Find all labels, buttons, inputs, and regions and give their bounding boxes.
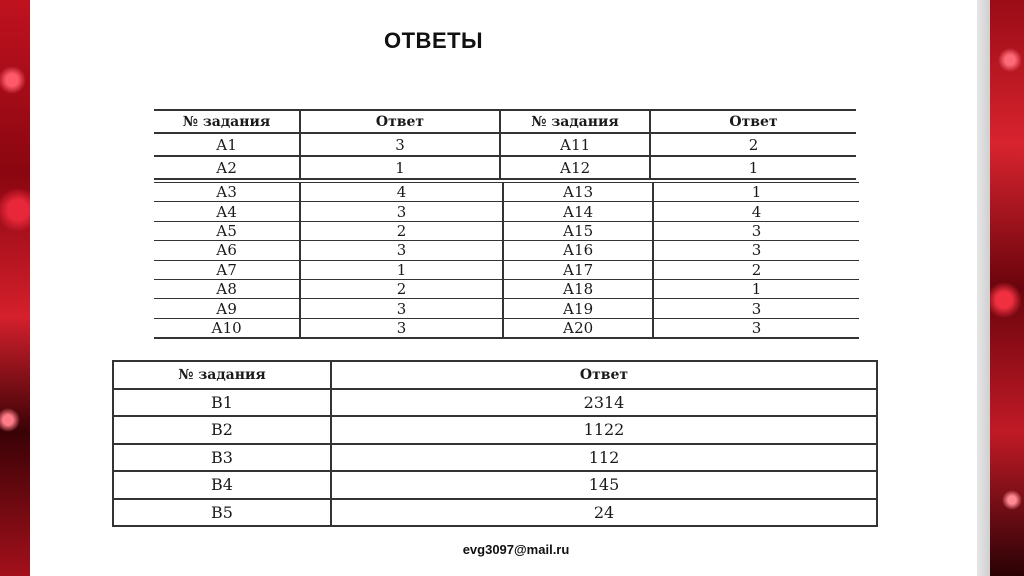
task-cell: А3 <box>154 183 300 202</box>
decorative-border-left <box>0 0 30 576</box>
task-cell: А1 <box>154 133 300 156</box>
column-header-task: № задания <box>178 366 266 383</box>
answer-cell: 3 <box>300 318 503 338</box>
column-header-answer: Ответ <box>300 110 500 133</box>
answer-cell: 3 <box>653 299 859 318</box>
table-row <box>154 299 859 318</box>
answers-a-table-top <box>154 109 856 180</box>
answers-a-table-bottom <box>154 182 859 339</box>
table-row <box>154 318 859 338</box>
table-row <box>113 499 877 527</box>
answer-cell: 3 <box>300 299 503 318</box>
answer-cell: 4 <box>300 183 503 202</box>
answer-cell: 1 <box>300 156 500 179</box>
answer-cell: 24 <box>331 499 877 527</box>
table-row <box>113 444 877 472</box>
task-cell: А13 <box>503 183 653 202</box>
answer-cell: 3 <box>653 318 859 338</box>
task-cell: А19 <box>503 299 653 318</box>
answer-cell: 1 <box>650 156 856 179</box>
task-cell: А14 <box>503 202 653 221</box>
task-cell: А15 <box>503 221 653 240</box>
answer-cell: 1 <box>653 183 859 202</box>
answer-cell: 2 <box>300 279 503 298</box>
table-row <box>154 156 856 179</box>
answer-cell: 3 <box>300 241 503 260</box>
task-cell: А4 <box>154 202 300 221</box>
task-cell: А17 <box>503 260 653 279</box>
task-cell: В5 <box>113 499 331 527</box>
table-row <box>154 202 859 221</box>
table-row <box>154 221 859 240</box>
table-row <box>154 241 859 260</box>
answer-cell: 3 <box>300 133 500 156</box>
column-header-answer: Ответ <box>331 361 877 389</box>
task-cell: А7 <box>154 260 300 279</box>
task-cell: А9 <box>154 299 300 318</box>
decorative-border-right <box>990 0 1024 576</box>
answer-cell: 112 <box>331 444 877 472</box>
task-cell: А12 <box>500 156 650 179</box>
task-cell: А16 <box>503 241 653 260</box>
table-row <box>154 279 859 298</box>
task-cell: В4 <box>113 471 331 499</box>
task-cell: А8 <box>154 279 300 298</box>
page-edge <box>977 0 990 576</box>
answer-cell: 2 <box>300 221 503 240</box>
answer-cell: 1122 <box>331 416 877 444</box>
table-row <box>113 471 877 499</box>
task-cell: А6 <box>154 241 300 260</box>
table-header-row <box>154 110 856 133</box>
column-header-answer: Ответ <box>650 110 856 133</box>
task-cell: В2 <box>113 416 331 444</box>
column-header-task: № задания <box>154 110 300 133</box>
answers-b-table <box>112 360 878 527</box>
answer-cell: 3 <box>653 221 859 240</box>
answer-cell: 2 <box>653 260 859 279</box>
task-cell: А5 <box>154 221 300 240</box>
answer-cell: 2314 <box>331 389 877 417</box>
table-row <box>113 416 877 444</box>
answer-cell: 3 <box>300 202 503 221</box>
answer-cell: 4 <box>653 202 859 221</box>
answer-cell: 3 <box>653 241 859 260</box>
table-row <box>154 183 859 202</box>
task-cell: В1 <box>113 389 331 417</box>
task-cell: А10 <box>154 318 300 338</box>
table-row <box>154 260 859 279</box>
task-cell: А2 <box>154 156 300 179</box>
column-header-task: № задания <box>500 110 650 133</box>
author-email: evg3097@mail.ru <box>462 542 570 557</box>
answer-cell: 145 <box>331 471 877 499</box>
table-row <box>154 133 856 156</box>
table-header-row <box>113 361 877 389</box>
task-cell: А20 <box>503 318 653 338</box>
page-title: ОТВЕТЫ <box>384 28 484 53</box>
task-cell: А11 <box>500 133 650 156</box>
task-cell: В3 <box>113 444 331 472</box>
task-cell: А18 <box>503 279 653 298</box>
answer-cell: 1 <box>300 260 503 279</box>
answer-cell: 1 <box>653 279 859 298</box>
answer-cell: 2 <box>650 133 856 156</box>
table-row <box>113 389 877 417</box>
